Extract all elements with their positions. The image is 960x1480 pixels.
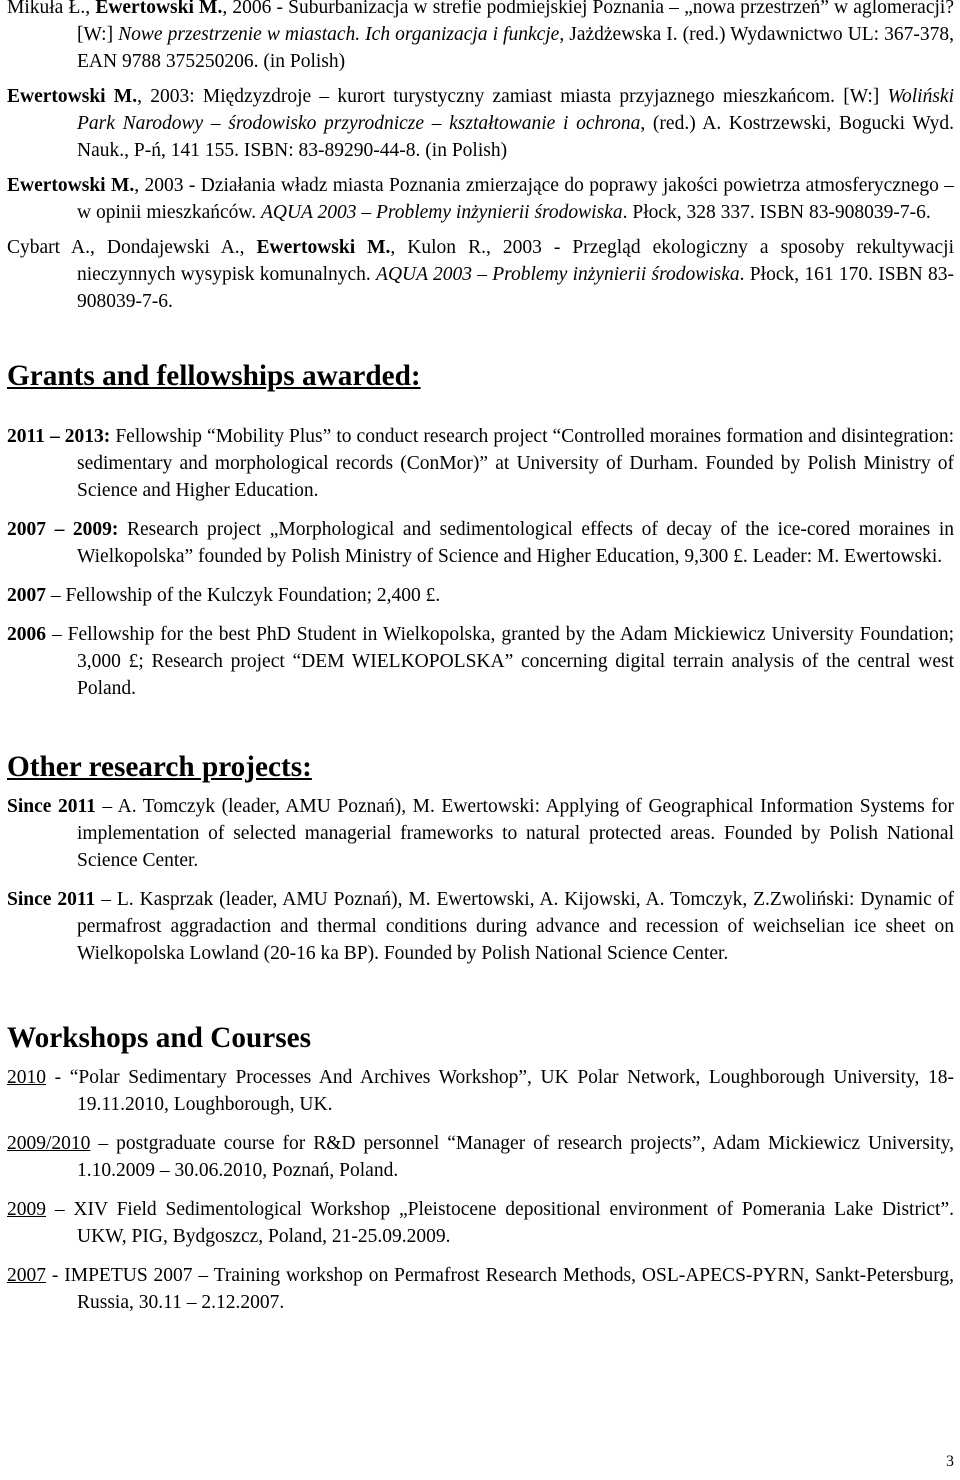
grant-item: 2007 – 2009: Research project „Morphological and sedimentological effects of decay of the ice-cored moraines in Wielkopolska” founded by Polish Ministry of Science and Higher Education, 9,300 £. Leader: M. Ewertowski. <box>7 519 954 567</box>
grant-item: 2007 – Fellowship of the Kulczyk Foundation; 2,400 £. <box>7 585 441 606</box>
publication-item: Cybart A., Dondajewski A., Ewertowski M., Kulon R., 2003 - Przegląd ekologiczny a sposoby rekultywacji nieczynnych wysypisk komunalnych. AQUA 2003 – Problemy inżynierii środowiska. Płock, 161 170. ISBN 83-908039-7-6. <box>7 237 954 312</box>
publication-item: Ewertowski M., 2003: Międzyzdroje – kurort turystyczny zamiast miasta przyjaznego mieszkańcom. [W:] Woliński Park Narodowy – środowisko przyrodnicze – kształtowanie i ochrona, (red.) A. Kostrzewski, Bogucki Wyd. Nauk., P-ń, 141 155. ISBN: 83-89290-44-8. (in Polish) <box>7 86 954 161</box>
project-item: Since 2011 – A. Tomczyk (leader, AMU Poznań), M. Ewertowski: Applying of Geographical Information Systems for implementation of selected managerial frameworks to natural protected areas. Founded by Polish National Science Center. <box>7 796 954 871</box>
grant-item: 2011 – 2013: Fellowship “Mobility Plus” to conduct research project “Controlled moraines formation and disintegration: sedimentary and morphological records (ConMor)” at University of Durham. Founded by Polish Ministry of Science and Higher Education. <box>7 426 954 501</box>
grant-item: 2006 – Fellowship for the best PhD Student in Wielkopolska, granted by the Adam Mickiewicz University Foundation; 3,000 £; Research project “DEM WIELKOPOLSKA” concerning digital terrain analysis of the central west Poland. <box>7 624 954 699</box>
page-number: 3 <box>946 1453 954 1470</box>
publication-item: Ewertowski M., 2003 - Działania władz miasta Poznania zmierzające do poprawy jakości powietrza atmosferycznego – w opinii mieszkańców. AQUA 2003 – Problemy inżynierii środowiska. Płock, 328 337. ISBN 83-908039-7-6. <box>7 175 954 223</box>
grants-heading: Grants and fellowships awarded: <box>7 360 421 392</box>
publication-list <box>7 0 954 315</box>
workshops-heading: Workshops and Courses <box>7 1022 311 1054</box>
workshop-item: 2009/2010 – postgraduate course for R&D personnel “Manager of research projects”, Adam Mickiewicz University, 1.10.2009 – 30.06.2010, Poznań, Poland. <box>7 1133 954 1181</box>
projects-list <box>7 793 954 967</box>
workshop-item: 2009 – XIV Field Sedimentological Workshop „Pleistocene depositional environment of Pomerania Lake District”. UKW, PIG, Bydgoszcz, Poland, 21-25.09.2009. <box>7 1199 954 1247</box>
project-item: Since 2011 – L. Kasprzak (leader, AMU Poznań), M. Ewertowski, A. Kijowski, A. Tomczyk, Z.Zwoliński: Dynamic of permafrost aggradaction and thermal conditions during advance and recession of weichselian ice sheet on Wielkopolska Lowland (20-16 ka BP). Founded by Polish National Science Center. <box>7 889 955 964</box>
projects-heading: Other research projects: <box>7 751 312 783</box>
publication-item: Mikuła Ł., Ewertowski M., 2006 - Suburbanizacja w strefie podmiejskiej Poznania – „nowa przestrzeń” w aglomeracji? [W:] Nowe przestrzenie w miastach. Ich organizacja i funkcje, Jażdżewska I. (red.) Wydawnictwo UL: 367-378, EAN 9788 375250206. (in Polish) <box>7 0 954 72</box>
grants-list <box>7 423 954 702</box>
workshops-list <box>7 1064 954 1316</box>
workshop-item: 2007 - IMPETUS 2007 – Training workshop on Permafrost Research Methods, OSL-APECS-PYRN, Sankt-Petersburg, Russia, 30.11 – 2.12.2007. <box>7 1265 954 1313</box>
document-page <box>7 0 954 1316</box>
workshop-item: 2010 - “Polar Sedimentary Processes And Archives Workshop”, UK Polar Network, Loughborough University, 18-19.11.2010, Loughborough, UK. <box>7 1067 954 1115</box>
